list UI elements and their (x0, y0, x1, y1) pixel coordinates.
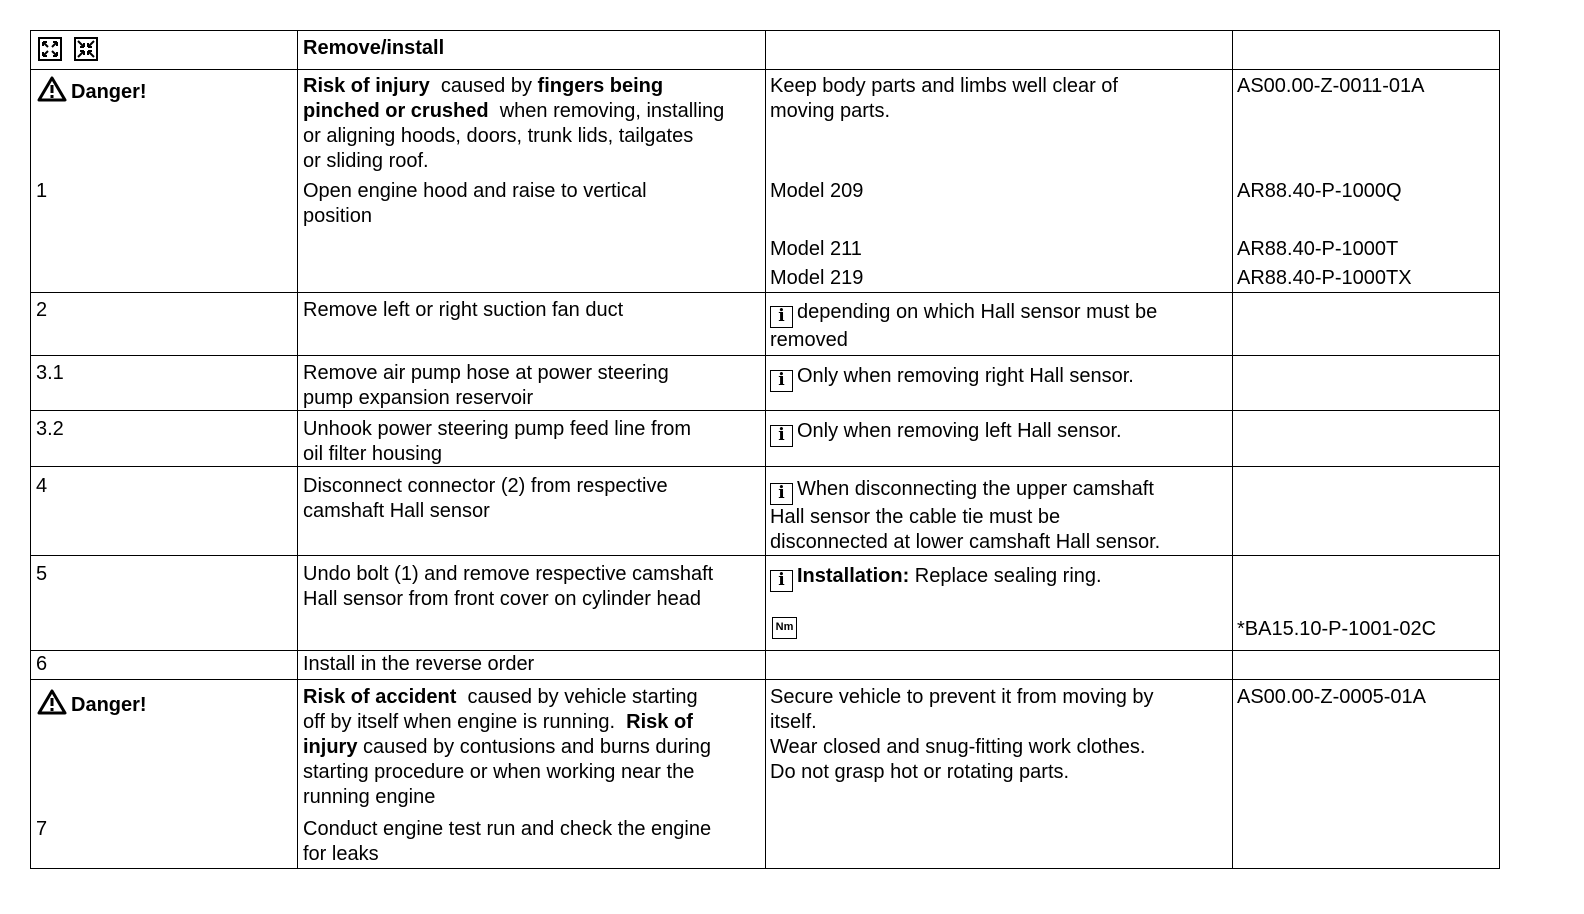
step-number: 3.2 (36, 418, 64, 440)
row-divider (31, 355, 1499, 356)
row-divider (31, 555, 1499, 556)
step-note: i When disconnecting the upper camshaft Hall sensor the cable tie must be disconnected at lower camshaft Hall sensor. (770, 478, 1161, 553)
row-divider (31, 466, 1499, 467)
torque-ref[interactable]: *BA15.10-P-1001-02C (1237, 618, 1437, 640)
info-icon: i (770, 483, 793, 505)
info-icon: i (770, 306, 793, 328)
step-note: i Only when removing left Hall sensor. (770, 419, 1122, 447)
model-ref[interactable]: AR88.40-P-1000T (1237, 238, 1399, 260)
column-divider (1232, 31, 1233, 868)
model-name: Model 211 (770, 238, 862, 260)
step-note: i Installation: Replace sealing ring. (770, 564, 1102, 592)
step-number: 6 (36, 653, 48, 675)
warning-icon (37, 689, 67, 715)
column-divider (765, 31, 766, 868)
danger-ref[interactable]: AS00.00-Z-0005-01A (1237, 686, 1427, 708)
danger-note: Secure vehicle to prevent it from moving by itself. Wear closed and snug-fitting work clothes. Do not grasp hot or rotating parts. (770, 686, 1154, 783)
danger-label: Danger! (37, 689, 147, 718)
remove-icon (38, 37, 62, 61)
step-description: Disconnect connector (2) from respective camshaft Hall sensor (303, 475, 668, 522)
danger-description: Risk of accident caused by vehicle starting off by itself when engine is running. Risk of injury caused by contusions and burns during starting procedure or when working near the running engine (303, 686, 712, 808)
step-description: Undo bolt (1) and remove respective camshaft Hall sensor from front cover on cylinder head (303, 563, 714, 610)
danger-description: Risk of injury caused by fingers being pinched or crushed when removing, installing or aligning hoods, doors, trunk lids, tailgates or sliding roof. (303, 75, 725, 172)
info-icon: i (770, 370, 793, 392)
step-description: Unhook power steering pump feed line from oil filter housing (303, 418, 691, 465)
torque-icon: Nm (772, 617, 797, 639)
model-ref[interactable]: AR88.40-P-1000Q (1237, 180, 1402, 202)
model-name: Model 219 (770, 267, 864, 289)
model-name: Model 209 (770, 180, 864, 202)
step-note: i Only when removing right Hall sensor. (770, 364, 1134, 392)
step-description: Conduct engine test run and check the engine for leaks (303, 818, 712, 865)
danger-ref[interactable]: AS00.00-Z-0011-01A (1237, 75, 1425, 97)
step-number: 7 (36, 818, 48, 840)
step-number: 2 (36, 299, 48, 321)
danger-note: Keep body parts and limbs well clear of moving parts. (770, 75, 1118, 122)
step-description: Open engine hood and raise to vertical position (303, 180, 647, 227)
step-number: 3.1 (36, 362, 64, 384)
header-title: Remove/install (303, 37, 445, 59)
info-icon: i (770, 425, 793, 447)
step-number: 4 (36, 475, 48, 497)
column-divider (297, 31, 298, 868)
row-divider (31, 69, 1499, 70)
row-divider (31, 650, 1499, 651)
row-divider (31, 292, 1499, 293)
step-description: Remove left or right suction fan duct (303, 299, 624, 321)
row-divider (31, 679, 1499, 680)
step-number: 1 (36, 180, 48, 202)
info-icon: i (770, 570, 793, 592)
step-number: 5 (36, 563, 48, 585)
step-description: Install in the reverse order (303, 653, 535, 675)
danger-label: Danger! (37, 76, 147, 105)
model-ref[interactable]: AR88.40-P-1000TX (1237, 267, 1412, 289)
procedure-table (30, 30, 1500, 869)
step-note: i depending on which Hall sensor must be removed (770, 301, 1158, 351)
step-description: Remove air pump hose at power steering pump expansion reservoir (303, 362, 669, 409)
row-divider (31, 410, 1499, 411)
install-icon (74, 37, 98, 61)
warning-icon (37, 76, 67, 102)
